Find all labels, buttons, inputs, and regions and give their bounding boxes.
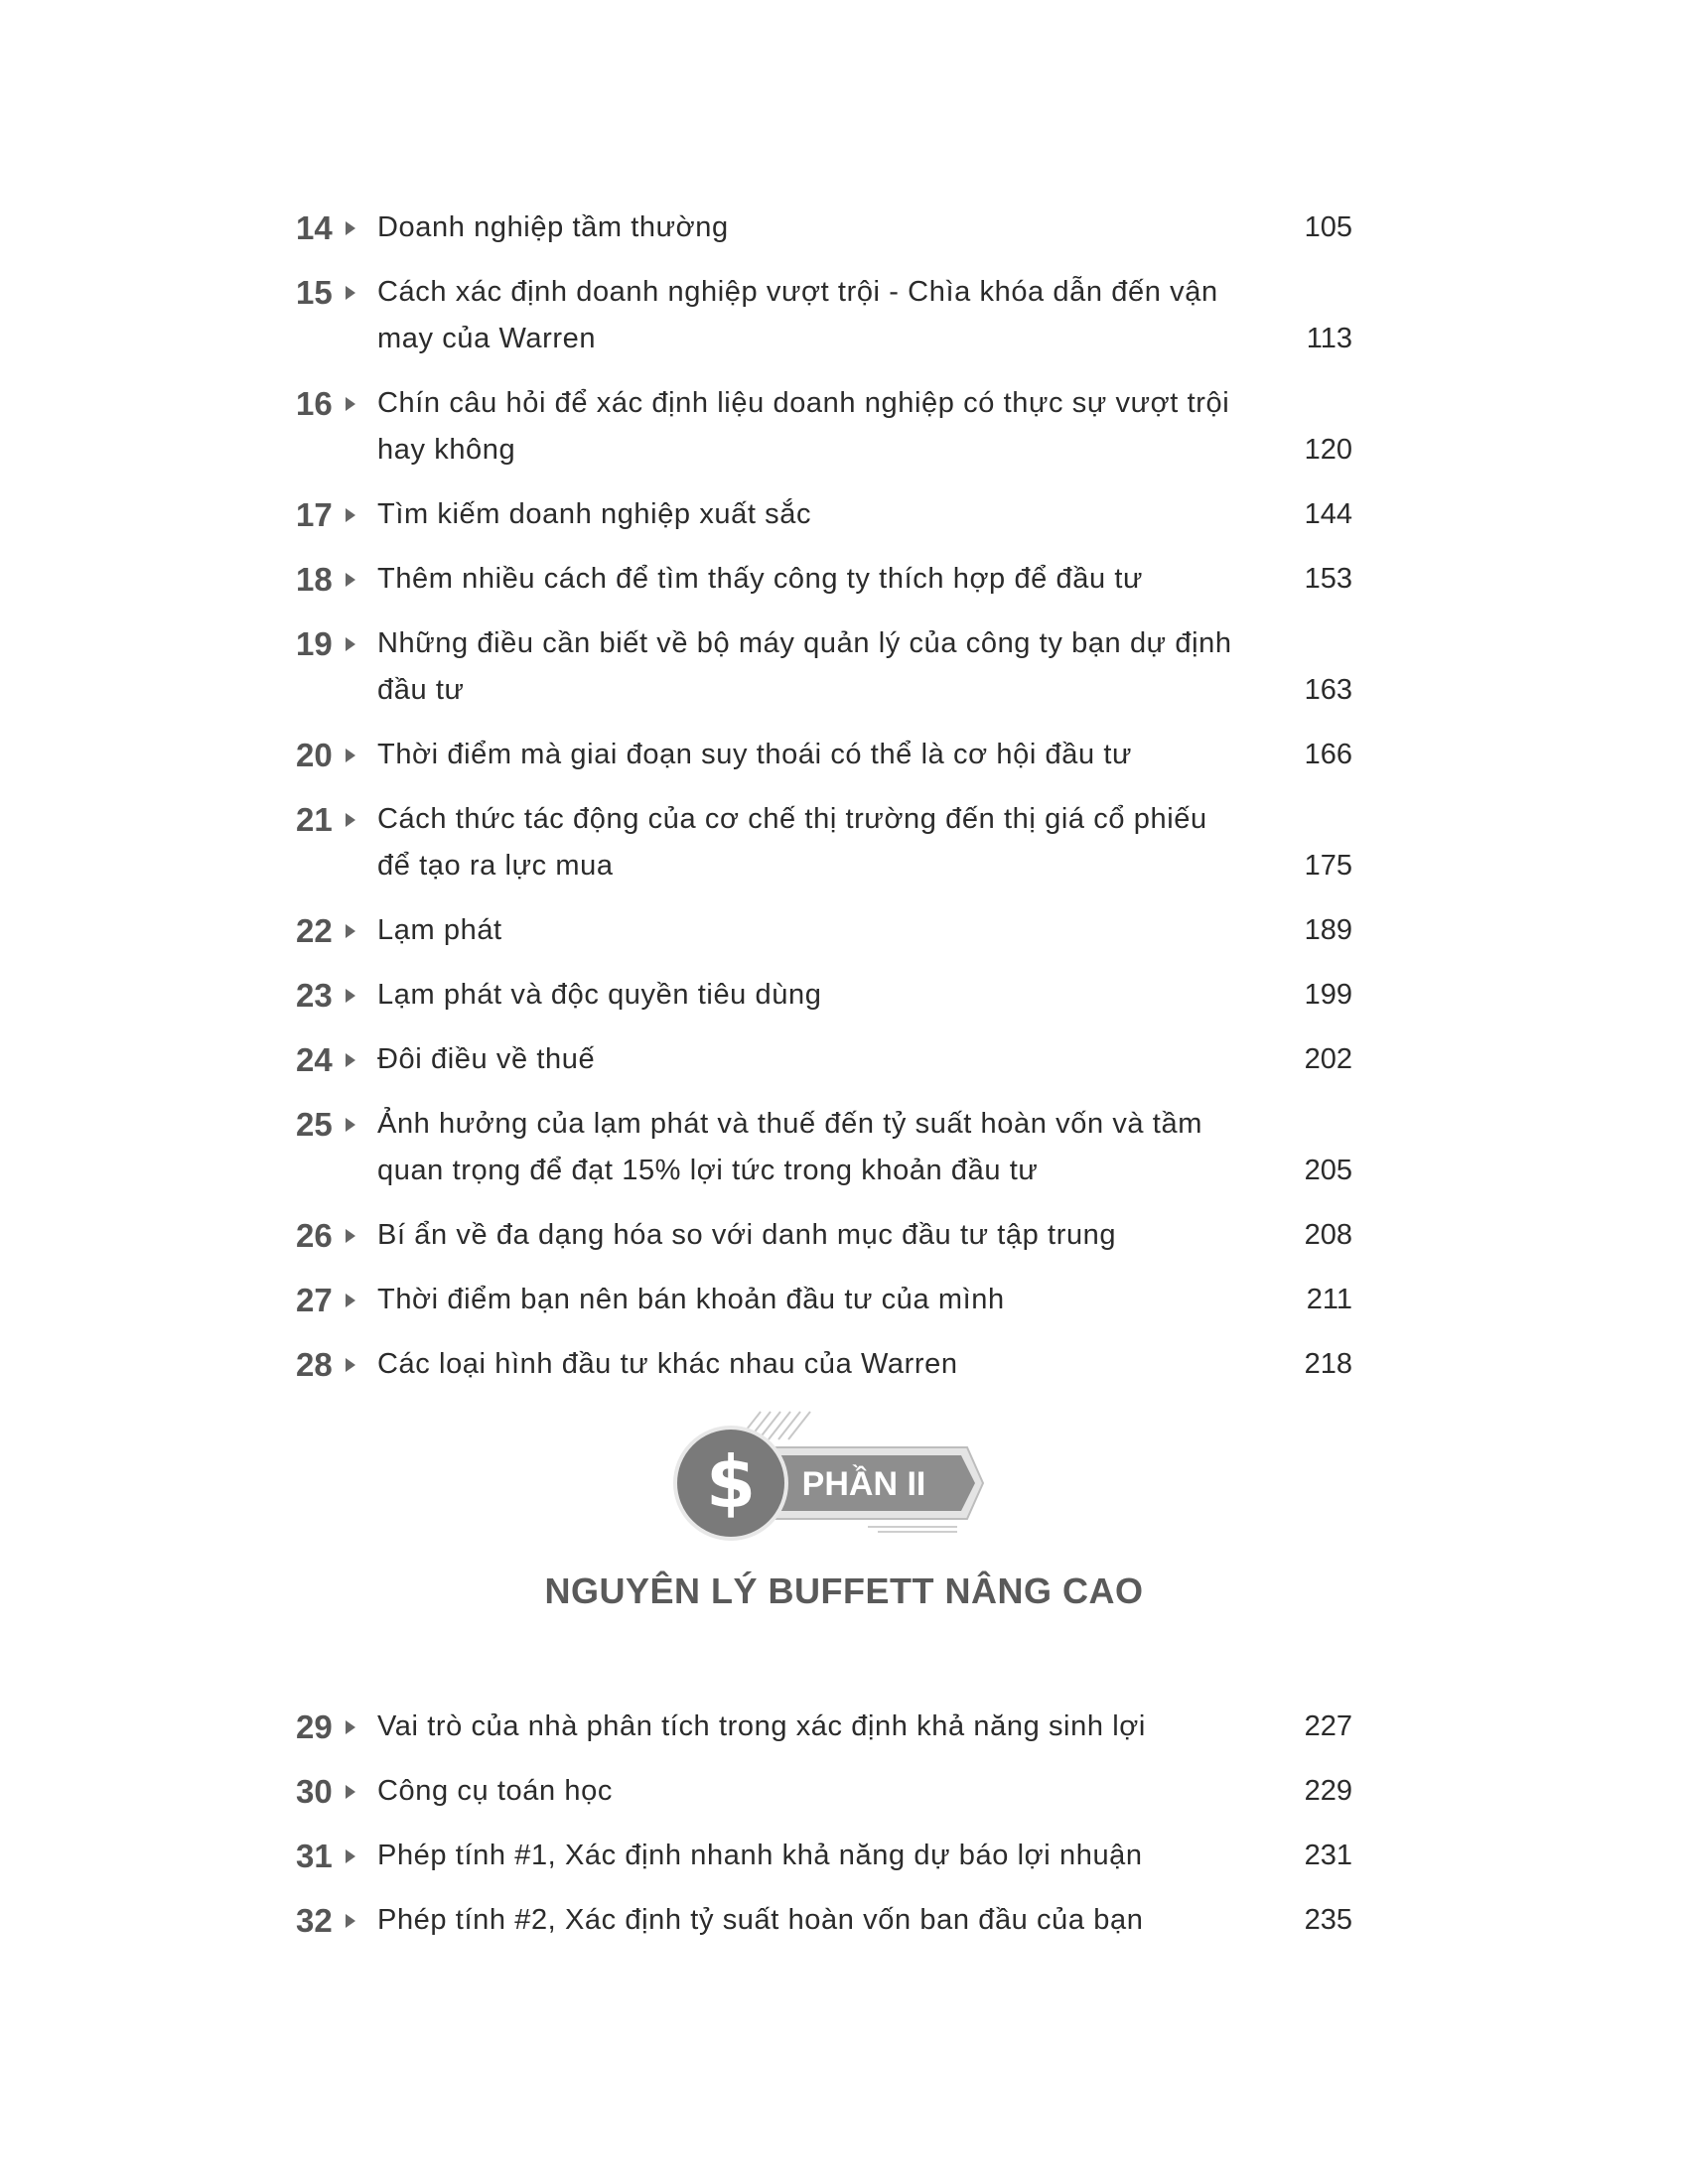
triangle-bullet-icon — [346, 1229, 355, 1243]
chapter-title: Chín câu hỏi để xác định liệu doanh nghiệp có thực sự vượt trội hay không — [377, 387, 1230, 466]
chapter-title: Đôi điều về thuế — [377, 1043, 596, 1075]
chapter-number: 25 — [296, 1106, 333, 1143]
chapter-number: 18 — [296, 561, 333, 598]
toc-list-part1 — [296, 205, 1352, 1406]
chapter-title: Tìm kiếm doanh nghiệp xuất sắc — [377, 498, 812, 530]
chapter-number: 17 — [296, 496, 333, 533]
triangle-bullet-icon — [346, 397, 355, 411]
chapter-number: 23 — [296, 977, 333, 1014]
section-title: NGUYÊN LÝ BUFFETT NÂNG CAO — [544, 1570, 1144, 1611]
page-number: 113 — [1306, 323, 1352, 354]
dollar-icon: $ — [705, 1440, 757, 1524]
triangle-bullet-icon — [346, 1053, 355, 1067]
toc-entry — [296, 1833, 1352, 1879]
triangle-bullet-icon — [346, 221, 355, 235]
toc-entry — [296, 491, 1352, 538]
chapter-title: Doanh nghiệp tầm thường — [377, 211, 729, 243]
chapter-title: Cách thức tác động của cơ chế thị trường đến thị giá cổ phiếu để tạo ra lực mua — [377, 803, 1207, 882]
chapter-title: Công cụ toán học — [377, 1775, 613, 1807]
chapter-title: Vai trò của nhà phân tích trong xác định khả năng sinh lợi — [377, 1710, 1146, 1742]
page-number: 189 — [1304, 914, 1352, 946]
chapter-title: Phép tính #2, Xác định tỷ suất hoàn vốn ban đầu của bạn — [377, 1904, 1144, 1936]
chapter-title: Những điều cần biết về bộ máy quản lý của công ty bạn dự định đầu tư — [377, 627, 1232, 706]
page-number: 163 — [1304, 674, 1352, 706]
chapter-title: Ảnh hưởng của lạm phát và thuế đến tỷ suất hoàn vốn và tầm quan trọng để đạt 15% lợi tức trong khoản đầu tư — [377, 1108, 1202, 1186]
triangle-bullet-icon — [346, 508, 355, 522]
chapter-title: Thời điểm bạn nên bán khoản đầu tư của mình — [377, 1284, 1005, 1315]
chapter-title: Lạm phát — [377, 914, 502, 946]
page-number: 229 — [1304, 1775, 1352, 1807]
part-badge — [669, 1408, 987, 1557]
toc-entry — [296, 1768, 1352, 1815]
chapter-number: 15 — [296, 274, 333, 311]
chapter-title: Các loại hình đầu tư khác nhau của Warren — [377, 1348, 958, 1380]
toc-entry — [296, 380, 1352, 474]
toc-entry — [296, 907, 1352, 954]
triangle-bullet-icon — [346, 989, 355, 1003]
page-number: 153 — [1304, 563, 1352, 595]
chapter-number: 21 — [296, 801, 333, 838]
chapter-number: 22 — [296, 912, 333, 949]
page-number: 227 — [1304, 1710, 1352, 1742]
triangle-bullet-icon — [346, 924, 355, 938]
chapter-number: 29 — [296, 1708, 333, 1745]
chapter-number: 31 — [296, 1838, 333, 1874]
toc-entry — [296, 1704, 1352, 1750]
chapter-title: Thêm nhiều cách để tìm thấy công ty thích hợp để đầu tư — [377, 563, 1144, 595]
toc-entry — [296, 1277, 1352, 1323]
triangle-bullet-icon — [346, 1294, 355, 1307]
chapter-number: 32 — [296, 1902, 333, 1939]
toc-entry — [296, 620, 1352, 714]
page-number: 166 — [1304, 739, 1352, 770]
page-number: 231 — [1304, 1840, 1352, 1871]
chapter-number: 19 — [296, 625, 333, 662]
part-label: PHẦN II — [801, 1465, 926, 1503]
triangle-bullet-icon — [346, 286, 355, 300]
chapter-number: 24 — [296, 1041, 333, 1078]
triangle-bullet-icon — [346, 1849, 355, 1863]
triangle-bullet-icon — [346, 637, 355, 651]
toc-entry — [296, 1036, 1352, 1083]
chapter-number: 16 — [296, 385, 333, 422]
chapter-title: Phép tính #1, Xác định nhanh khả năng dự báo lợi nhuận — [377, 1840, 1143, 1871]
page-number: 144 — [1304, 498, 1352, 530]
triangle-bullet-icon — [346, 1914, 355, 1928]
chapter-number: 14 — [296, 209, 333, 246]
page-number: 120 — [1304, 434, 1352, 466]
toc-entry — [296, 1341, 1352, 1388]
chapter-number: 27 — [296, 1282, 333, 1318]
page-number: 202 — [1304, 1043, 1352, 1075]
page-number: 208 — [1304, 1219, 1352, 1251]
chapter-number: 28 — [296, 1346, 333, 1383]
triangle-bullet-icon — [346, 1118, 355, 1132]
chapter-title: Lạm phát và độc quyền tiêu dùng — [377, 979, 822, 1011]
toc-entry — [296, 556, 1352, 603]
page-number: 205 — [1304, 1155, 1352, 1186]
triangle-bullet-icon — [346, 1358, 355, 1372]
chapter-number: 30 — [296, 1773, 333, 1810]
toc-entry — [296, 1101, 1352, 1194]
toc-entry — [296, 732, 1352, 778]
toc-entry — [296, 972, 1352, 1019]
triangle-bullet-icon — [346, 749, 355, 762]
triangle-bullet-icon — [346, 573, 355, 587]
toc-entry — [296, 796, 1352, 889]
chapter-number: 26 — [296, 1217, 333, 1254]
toc-list-part2 — [296, 1704, 1352, 1962]
page-number: 175 — [1304, 850, 1352, 882]
toc-entry — [296, 269, 1352, 362]
page-number: 211 — [1306, 1284, 1352, 1315]
toc-entry — [296, 1897, 1352, 1944]
page-number: 105 — [1304, 211, 1352, 243]
toc-entry — [296, 205, 1352, 251]
page-number: 199 — [1304, 979, 1352, 1011]
triangle-bullet-icon — [346, 1720, 355, 1734]
page-number: 218 — [1304, 1348, 1352, 1380]
triangle-bullet-icon — [346, 1785, 355, 1799]
chapter-number: 20 — [296, 737, 333, 773]
triangle-bullet-icon — [346, 813, 355, 827]
chapter-title: Bí ẩn về đa dạng hóa so với danh mục đầu tư tập trung — [377, 1219, 1117, 1251]
chapter-title: Cách xác định doanh nghiệp vượt trội - Chìa khóa dẫn đến vận may của Warren — [377, 276, 1218, 354]
toc-entry — [296, 1212, 1352, 1259]
chapter-title: Thời điểm mà giai đoạn suy thoái có thể là cơ hội đầu tư — [377, 739, 1133, 770]
page-number: 235 — [1304, 1904, 1352, 1936]
